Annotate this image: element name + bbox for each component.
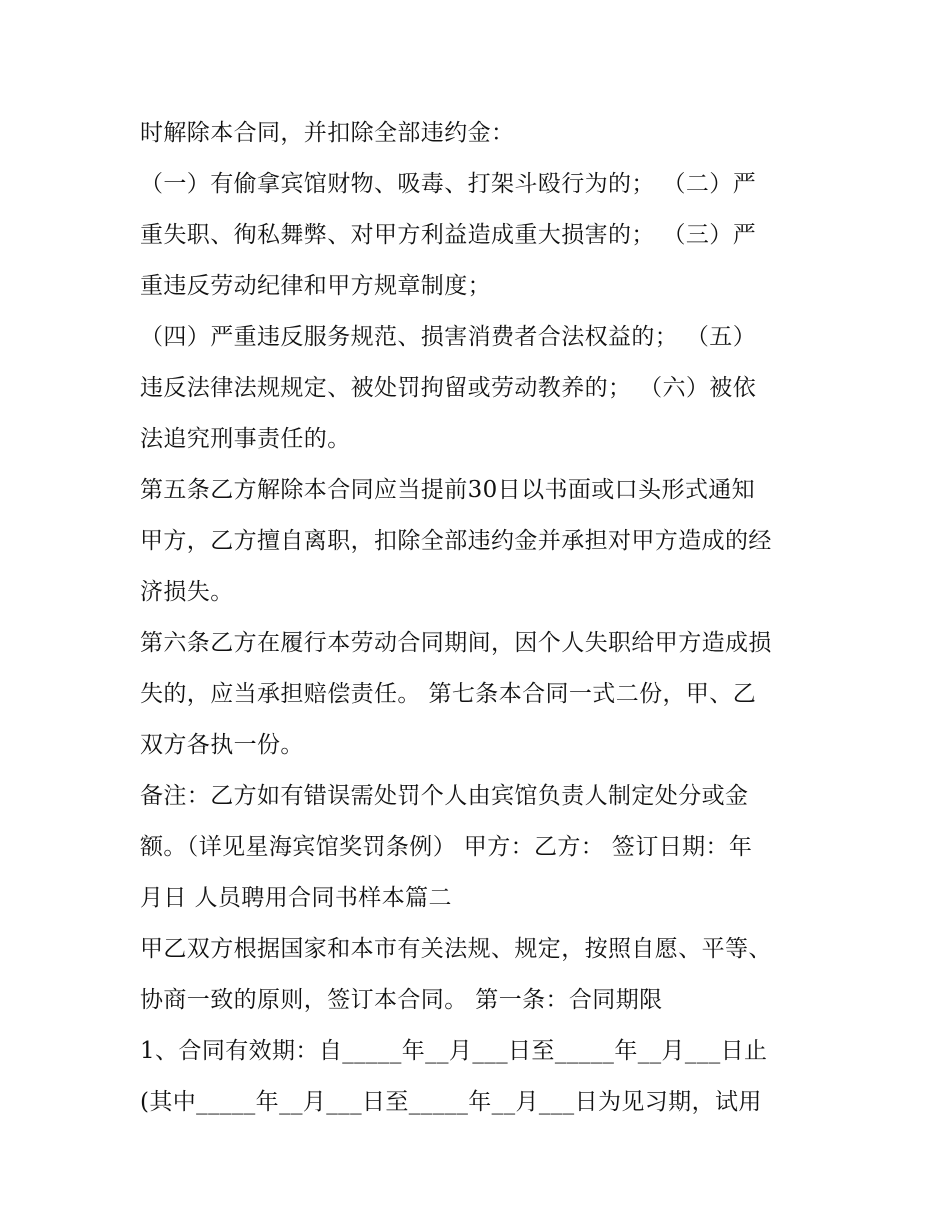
text-line: （一）有偷拿宾馆财物、吸毒、打架斗殴行为的； （二）严 [140, 171, 757, 197]
text-line: 甲方，乙方擅自离职，扣除全部违约金并承担对甲方造成的经 [140, 528, 772, 554]
text-line: 时解除本合同，并扣除全部违约金： [140, 120, 515, 146]
text-line: 备注：乙方如有错误需处罚个人由宾馆负责人制定处分或金 [140, 783, 749, 809]
text-line: 协商一致的原则，签订本合同。 第一条：合同期限 [140, 987, 663, 1013]
text-line: 第六条乙方在履行本劳动合同期间，因个人失职给甲方造成损 [140, 630, 772, 656]
text-line: 法追究刑事责任的。 [140, 426, 351, 452]
text-line: 重违反劳动纪律和甲方规章制度； [140, 273, 491, 299]
text-line: 济损失。 [140, 579, 234, 605]
document-body [140, 108, 830, 1128]
text-line: (其中_____年__月___日至_____年__月___日为见习期，试用 [140, 1089, 762, 1115]
text-line: 额。（详见星海宾馆奖罚条例） 甲方：乙方： 签订日期：年 [140, 834, 753, 860]
text-line: 失的，应当承担赔偿责任。 第七条本合同一式二份，甲、乙 [140, 681, 757, 707]
text-line: （四）严重违反服务规范、损害消费者合法权益的； （五） [140, 324, 757, 350]
text-line: 月日 人员聘用合同书样本篇二 [140, 885, 452, 911]
text-line: 甲乙双方根据国家和本市有关法规、规定，按照自愿、平等、 [140, 936, 772, 962]
text-line: 重失职、徇私舞弊、对甲方利益造成重大损害的； （三）严 [140, 222, 757, 248]
text-line: 1、合同有效期：自_____年__月___日至_____年__月___日止 [140, 1038, 768, 1064]
text-line: 双方各执一份。 [140, 732, 304, 758]
text-line: 违反法律法规规定、被处罚拘留或劳动教养的； （六）被依 [140, 375, 757, 401]
text-line: 第五条乙方解除本合同应当提前30日以书面或口头形式通知 [140, 477, 756, 503]
